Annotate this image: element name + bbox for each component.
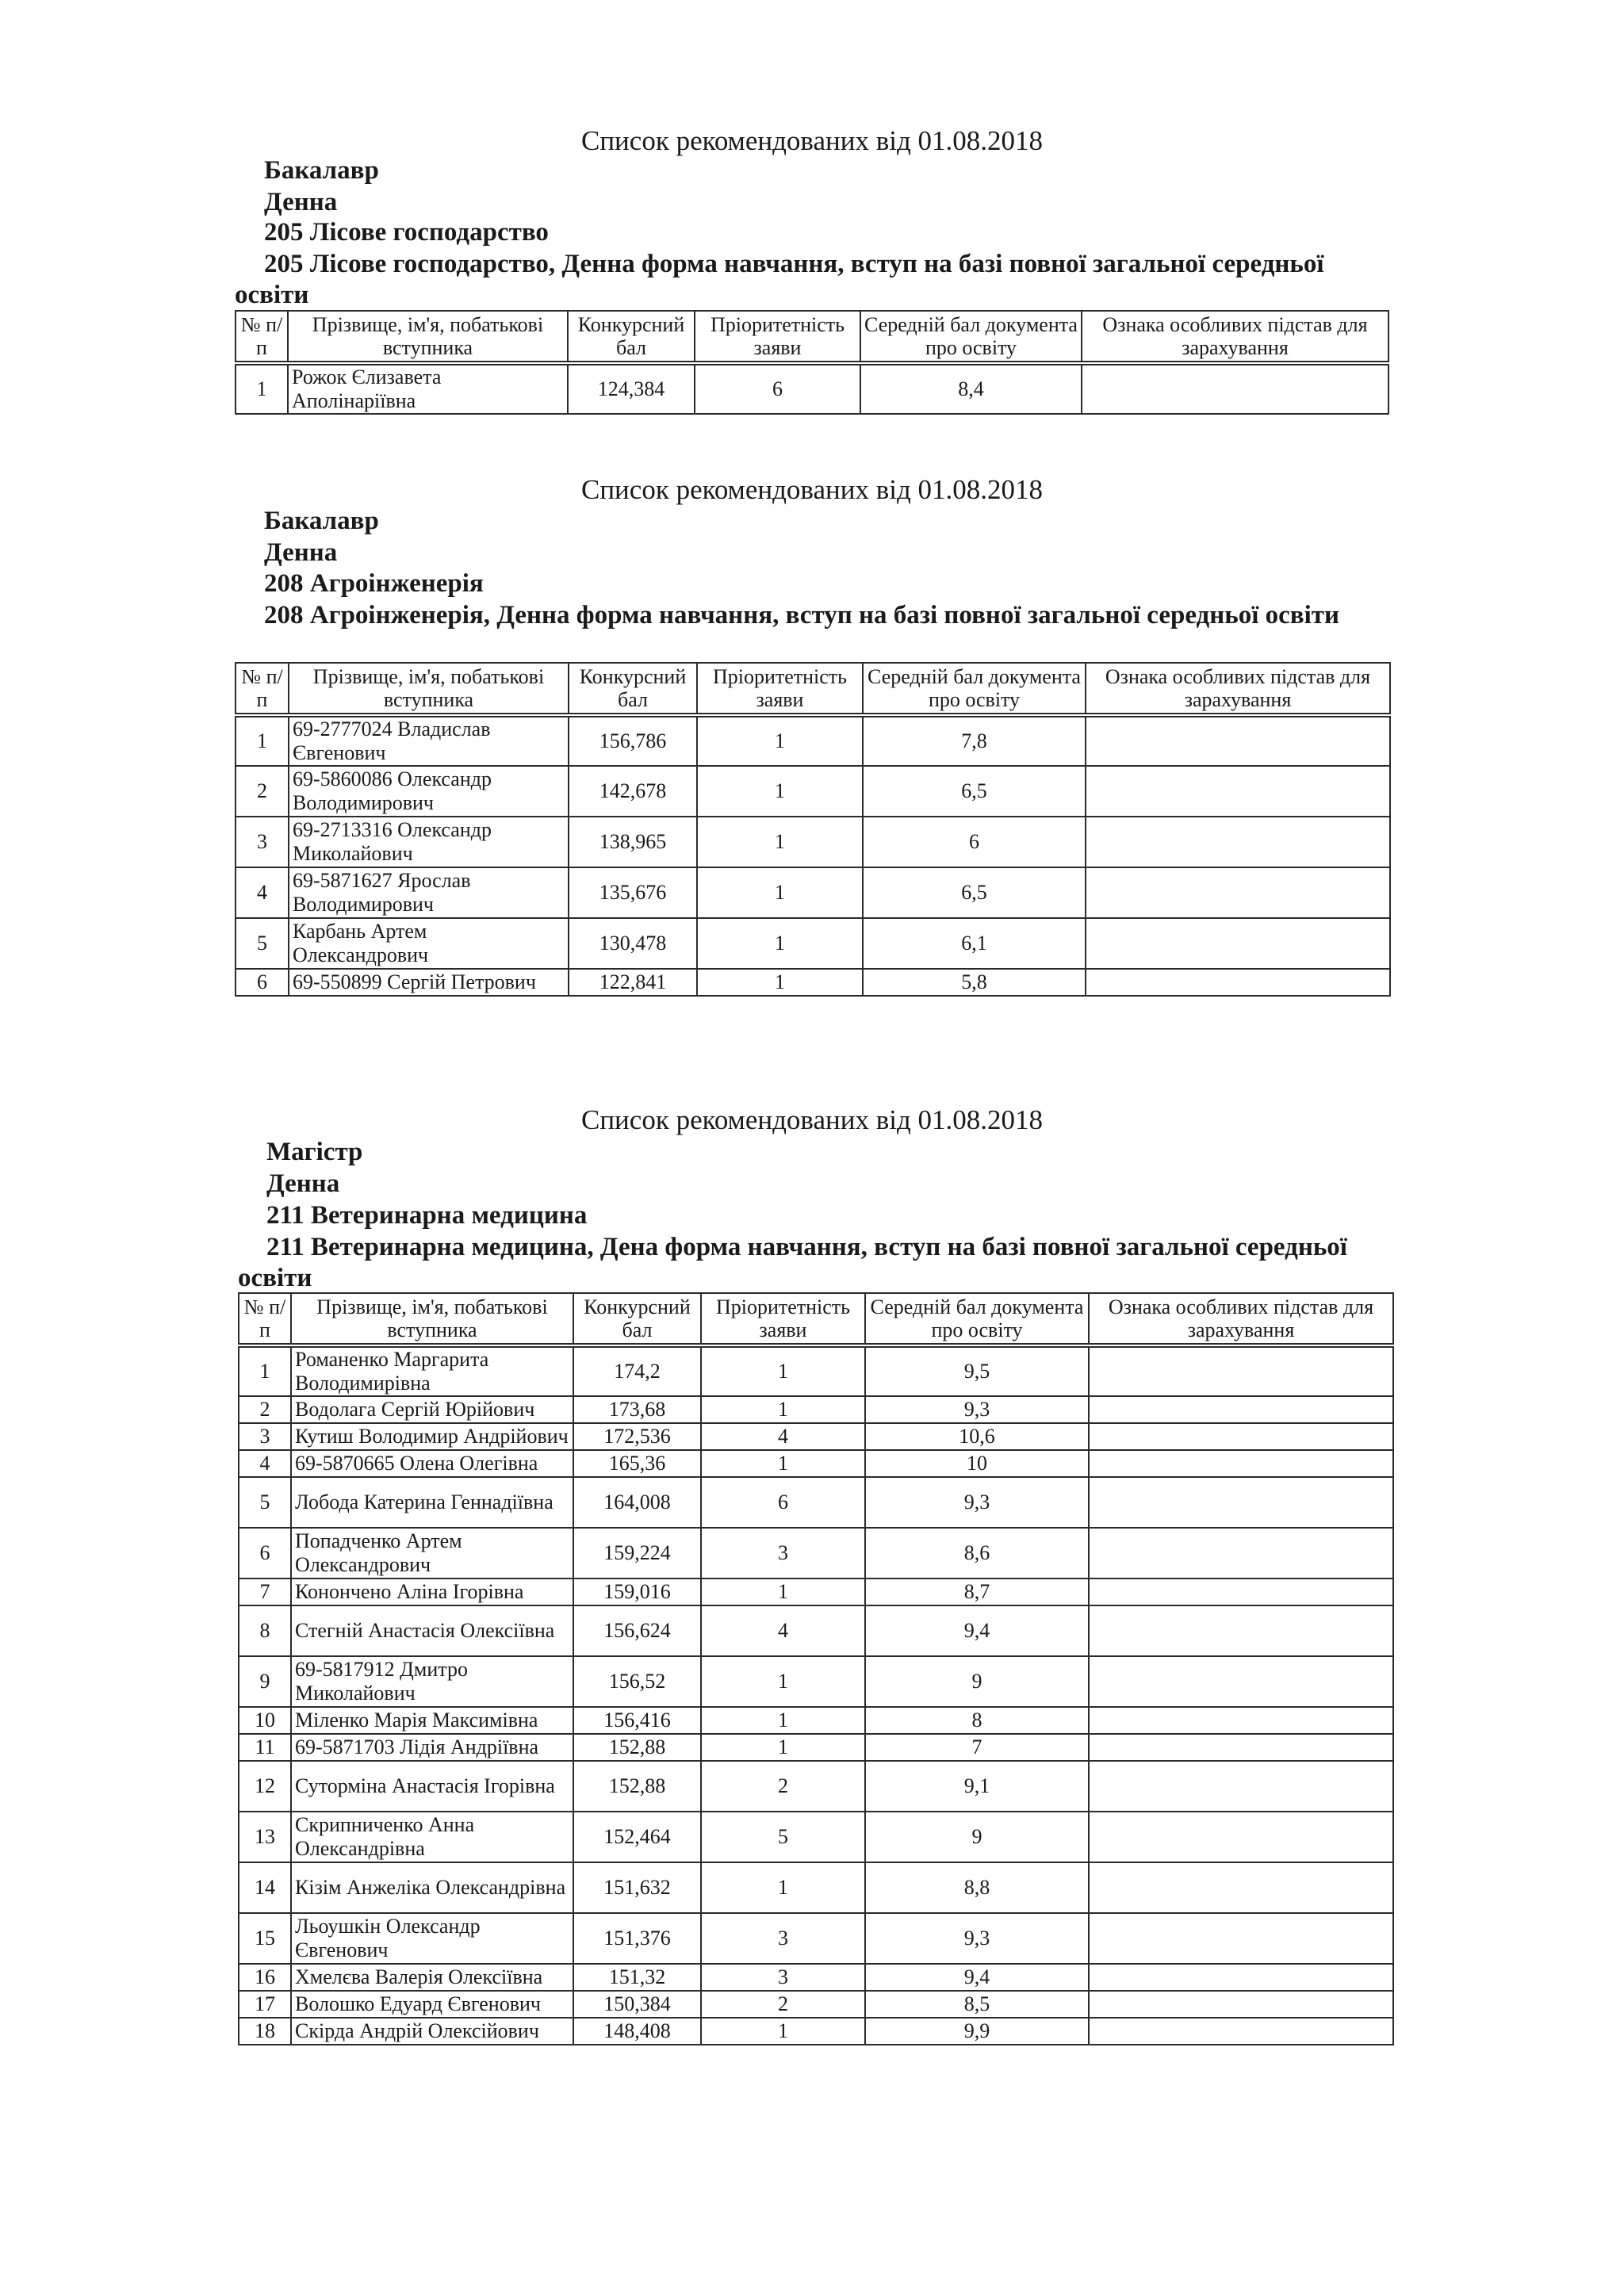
special-grounds	[1089, 1578, 1393, 1605]
table-row	[239, 1656, 1393, 1707]
header-num: № п/п	[236, 663, 289, 715]
row-number: 18	[239, 2018, 291, 2045]
header-name: Прізвище, ім'я, побатькові вступника	[289, 663, 569, 715]
document-average: 9,1	[865, 1761, 1089, 1812]
special-grounds	[1089, 1734, 1393, 1761]
competitive-score: 174,2	[573, 1345, 701, 1396]
header-score: Конкурсний бал	[569, 663, 697, 715]
table-row	[239, 1707, 1393, 1734]
row-number: 5	[236, 918, 289, 969]
row-number: 15	[239, 1913, 291, 1964]
document-average: 8	[865, 1707, 1089, 1734]
competitive-score: 148,408	[573, 2018, 701, 2045]
header-num: № п/п	[236, 311, 288, 363]
specialty-label: 208 Агроінженерія	[264, 569, 484, 598]
applicant-name: Водолага Сергій Юрійович	[291, 1396, 573, 1423]
degree-label: Бакалавр	[264, 156, 379, 185]
header-special: Ознака особливих підстав для зарахування	[1086, 663, 1390, 715]
table-row	[239, 1345, 1393, 1396]
document-average: 9,5	[865, 1345, 1089, 1396]
table-row	[239, 1477, 1393, 1528]
special-grounds	[1086, 918, 1390, 969]
study-form-label: Денна	[264, 188, 338, 216]
document-average: 6,5	[863, 867, 1086, 918]
program-label: 208 Агроінженерія, Денна форма навчання, вступ на базі повної загальної середньої освіти	[264, 601, 1339, 629]
table-row	[239, 1578, 1393, 1605]
row-number: 1	[236, 715, 289, 766]
table-row	[239, 1991, 1393, 2018]
applicant-name: Карбань Артем Олександрович	[289, 918, 569, 969]
header-special: Ознака особливих підстав для зарахування	[1089, 1293, 1393, 1345]
table-row	[239, 1450, 1393, 1477]
application-priority: 1	[701, 2018, 865, 2045]
table-row	[236, 817, 1390, 867]
special-grounds	[1089, 1528, 1393, 1578]
applicant-name: Льоушкін Олександр Євгенович	[291, 1913, 573, 1964]
degree-label: Бакалавр	[264, 507, 379, 535]
degree-label: Магістр	[266, 1138, 363, 1166]
specialty-label: 211 Ветеринарна медицина	[266, 1201, 588, 1230]
applicant-name: Кізім Анжеліка Олександрівна	[291, 1862, 573, 1913]
applicant-name: 69-5871703 Лідія Андріївна	[291, 1734, 573, 1761]
applicant-name: Кутиш Володимир Андрійович	[291, 1423, 573, 1450]
applicant-name: Скірда Андрій Олексійович	[291, 2018, 573, 2045]
special-grounds	[1089, 1761, 1393, 1812]
header-avg: Середній бал документа про освіту	[865, 1293, 1089, 1345]
application-priority: 4	[701, 1423, 865, 1450]
table-row	[239, 2018, 1393, 2045]
admission-table	[235, 310, 1389, 415]
row-number: 9	[239, 1656, 291, 1707]
application-priority: 3	[701, 1964, 865, 1991]
special-grounds	[1086, 867, 1390, 918]
competitive-score: 164,008	[573, 1477, 701, 1528]
header-priority: Пріоритетність заяви	[697, 663, 863, 715]
table-row	[236, 918, 1390, 969]
row-number: 3	[239, 1423, 291, 1450]
table-header-row	[236, 663, 1390, 715]
document-average: 6,1	[863, 918, 1086, 969]
document-average: 9	[865, 1812, 1089, 1862]
special-grounds	[1089, 1656, 1393, 1707]
table-row	[236, 766, 1390, 817]
application-priority: 1	[697, 969, 863, 996]
competitive-score: 159,016	[573, 1578, 701, 1605]
document-average: 9,4	[865, 1605, 1089, 1656]
special-grounds	[1089, 1605, 1393, 1656]
document-average: 8,6	[865, 1528, 1089, 1578]
table-row	[236, 363, 1388, 414]
document-average: 8,7	[865, 1578, 1089, 1605]
application-priority: 3	[701, 1913, 865, 1964]
list-title: Список рекомендованих від 01.08.2018	[580, 125, 1044, 156]
table-row	[239, 1862, 1393, 1913]
study-form-label: Денна	[264, 538, 338, 567]
application-priority: 4	[701, 1605, 865, 1656]
table-row	[239, 1913, 1393, 1964]
special-grounds	[1089, 1964, 1393, 1991]
application-priority: 2	[701, 1761, 865, 1812]
table-row	[236, 867, 1390, 918]
document-average: 7	[865, 1734, 1089, 1761]
special-grounds	[1089, 2018, 1393, 2045]
table-row	[239, 1396, 1393, 1423]
applicant-name: 69-2777024 Владислав Євгенович	[289, 715, 569, 766]
header-priority: Пріоритетність заяви	[701, 1293, 865, 1345]
applicant-name: Стегній Анастасія Олексіївна	[291, 1605, 573, 1656]
application-priority: 1	[701, 1345, 865, 1396]
row-number: 17	[239, 1991, 291, 2018]
document-average: 9	[865, 1656, 1089, 1707]
competitive-score: 135,676	[569, 867, 697, 918]
document-average: 6,5	[863, 766, 1086, 817]
admission-table	[238, 1292, 1394, 2045]
applicant-name: 69-5860086 Олександр Володимирович	[289, 766, 569, 817]
competitive-score: 165,36	[573, 1450, 701, 1477]
header-score: Конкурсний бал	[573, 1293, 701, 1345]
application-priority: 5	[701, 1812, 865, 1862]
special-grounds	[1086, 715, 1390, 766]
row-number: 10	[239, 1707, 291, 1734]
header-name: Прізвище, ім'я, побатькові вступника	[288, 311, 568, 363]
competitive-score: 173,68	[573, 1396, 701, 1423]
applicant-name: 69-550899 Сергій Петрович	[289, 969, 569, 996]
row-number: 8	[239, 1605, 291, 1656]
applicant-name: Романенко Маргарита Володимирівна	[291, 1345, 573, 1396]
row-number: 11	[239, 1734, 291, 1761]
header-num: № п/п	[239, 1293, 291, 1345]
row-number: 13	[239, 1812, 291, 1862]
competitive-score: 156,52	[573, 1656, 701, 1707]
row-number: 3	[236, 817, 289, 867]
applicant-name: Рожок Єлизавета Аполінаріївна	[288, 363, 568, 414]
document-average: 10	[865, 1450, 1089, 1477]
applicant-name: Хмелєва Валерія Олексіївна	[291, 1964, 573, 1991]
row-number: 1	[239, 1345, 291, 1396]
row-number: 2	[239, 1396, 291, 1423]
competitive-score: 172,536	[573, 1423, 701, 1450]
header-score: Конкурсний бал	[568, 311, 695, 363]
application-priority: 6	[701, 1477, 865, 1528]
table-row	[239, 1964, 1393, 1991]
application-priority: 3	[701, 1528, 865, 1578]
document-average: 9,3	[865, 1477, 1089, 1528]
applicant-name: Лобода Катерина Геннадіївна	[291, 1477, 573, 1528]
special-grounds	[1089, 1477, 1393, 1528]
applicant-name: 69-2713316 Олександр Миколайович	[289, 817, 569, 867]
competitive-score: 152,464	[573, 1812, 701, 1862]
application-priority: 1	[701, 1396, 865, 1423]
application-priority: 1	[697, 817, 863, 867]
document-average: 9,3	[865, 1396, 1089, 1423]
competitive-score: 142,678	[569, 766, 697, 817]
table-row	[239, 1423, 1393, 1450]
special-grounds	[1089, 1396, 1393, 1423]
admission-table	[235, 662, 1391, 997]
applicant-name: Скрипниченко Анна Олександрівна	[291, 1812, 573, 1862]
competitive-score: 151,376	[573, 1913, 701, 1964]
row-number: 1	[236, 363, 288, 414]
header-avg: Середній бал документа про освіту	[860, 311, 1082, 363]
row-number: 14	[239, 1862, 291, 1913]
list-title: Список рекомендованих від 01.08.2018	[580, 1104, 1044, 1135]
competitive-score: 122,841	[569, 969, 697, 996]
document-average: 5,8	[863, 969, 1086, 996]
document-average: 9,9	[865, 2018, 1089, 2045]
program-label: 211 Ветеринарна медицина, Дена форма навчання, вступ на базі повної загальної середньої освіти	[238, 1233, 1347, 1292]
list-title: Список рекомендованих від 01.08.2018	[580, 474, 1044, 505]
application-priority: 1	[701, 1656, 865, 1707]
row-number: 2	[236, 766, 289, 817]
document-average: 9,4	[865, 1964, 1089, 1991]
specialty-label: 205 Лісове господарство	[264, 218, 549, 247]
special-grounds	[1089, 1707, 1393, 1734]
applicant-name: 69-5870665 Олена Олегівна	[291, 1450, 573, 1477]
row-number: 6	[236, 969, 289, 996]
table-row	[239, 1528, 1393, 1578]
document-average: 8,5	[865, 1991, 1089, 2018]
special-grounds	[1089, 1862, 1393, 1913]
competitive-score: 156,786	[569, 715, 697, 766]
document-average: 10,6	[865, 1423, 1089, 1450]
header-name: Прізвище, ім'я, побатькові вступника	[291, 1293, 573, 1345]
table-row	[239, 1605, 1393, 1656]
table-row	[239, 1812, 1393, 1862]
special-grounds	[1082, 363, 1388, 414]
application-priority: 1	[697, 715, 863, 766]
header-avg: Середній бал документа про освіту	[863, 663, 1086, 715]
application-priority: 1	[701, 1578, 865, 1605]
row-number: 5	[239, 1477, 291, 1528]
competitive-score: 151,32	[573, 1964, 701, 1991]
special-grounds	[1086, 766, 1390, 817]
program-label: 205 Лісове господарство, Денна форма навчання, вступ на базі повної загальної середньої освіти	[235, 250, 1324, 309]
application-priority: 2	[701, 1991, 865, 2018]
competitive-score: 124,384	[568, 363, 695, 414]
document-average: 7,8	[863, 715, 1086, 766]
application-priority: 1	[701, 1734, 865, 1761]
competitive-score: 151,632	[573, 1862, 701, 1913]
competitive-score: 130,478	[569, 918, 697, 969]
special-grounds	[1089, 1812, 1393, 1862]
application-priority: 1	[701, 1707, 865, 1734]
table-header-row	[236, 311, 1388, 363]
application-priority: 6	[695, 363, 860, 414]
document-average: 6	[863, 817, 1086, 867]
special-grounds	[1089, 1423, 1393, 1450]
table-row	[236, 969, 1390, 996]
document-average: 8,4	[860, 363, 1082, 414]
row-number: 12	[239, 1761, 291, 1812]
competitive-score: 152,88	[573, 1734, 701, 1761]
applicant-name: Волошко Едуард Євгенович	[291, 1991, 573, 2018]
row-number: 4	[236, 867, 289, 918]
competitive-score: 156,416	[573, 1707, 701, 1734]
applicant-name: Суторміна Анастасія Ігорівна	[291, 1761, 573, 1812]
special-grounds	[1086, 817, 1390, 867]
document-average: 8,8	[865, 1862, 1089, 1913]
competitive-score: 152,88	[573, 1761, 701, 1812]
table-row	[239, 1734, 1393, 1761]
applicant-name: Конончено Аліна Ігорівна	[291, 1578, 573, 1605]
application-priority: 1	[701, 1862, 865, 1913]
header-special: Ознака особливих підстав для зарахування	[1082, 311, 1388, 363]
header-priority: Пріоритетність заяви	[695, 311, 860, 363]
application-priority: 1	[697, 766, 863, 817]
applicant-name: 69-5871627 Ярослав Володимирович	[289, 867, 569, 918]
document-average: 9,3	[865, 1913, 1089, 1964]
special-grounds	[1089, 1913, 1393, 1964]
application-priority: 1	[697, 918, 863, 969]
row-number: 16	[239, 1964, 291, 1991]
table-row	[239, 1761, 1393, 1812]
competitive-score: 156,624	[573, 1605, 701, 1656]
table-header-row	[239, 1293, 1393, 1345]
special-grounds	[1086, 969, 1390, 996]
special-grounds	[1089, 1345, 1393, 1396]
applicant-name: 69-5817912 Дмитро Миколайович	[291, 1656, 573, 1707]
row-number: 6	[239, 1528, 291, 1578]
applicant-name: Попадченко Артем Олександрович	[291, 1528, 573, 1578]
competitive-score: 138,965	[569, 817, 697, 867]
row-number: 4	[239, 1450, 291, 1477]
application-priority: 1	[697, 867, 863, 918]
table-row	[236, 715, 1390, 766]
application-priority: 1	[701, 1450, 865, 1477]
study-form-label: Денна	[266, 1169, 340, 1198]
applicant-name: Міленко Марія Максимівна	[291, 1707, 573, 1734]
competitive-score: 150,384	[573, 1991, 701, 2018]
special-grounds	[1089, 1450, 1393, 1477]
special-grounds	[1089, 1991, 1393, 2018]
row-number: 7	[239, 1578, 291, 1605]
competitive-score: 159,224	[573, 1528, 701, 1578]
